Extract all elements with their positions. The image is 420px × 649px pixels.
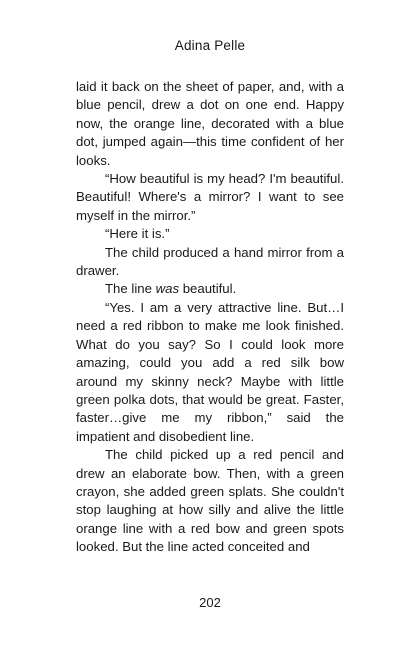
paragraph-red-ribbon-request: “Yes. I am a very attractive line. But…I need a red ribbon to make me look finished. What do you say? So I could look more amazing, could you add a red silk bow around my skinny neck? Maybe with little green polka dots, that would be great. Faster, faster…give me my ribbon,” said the impatient and disobedient line. (76, 299, 344, 444)
paragraph-continuation: laid it back on the sheet of paper, and, with a blue pencil, drew a dot on one end. Happy now, the orange line, decorated with a blue dot, jumped again—this time confident of her looks. (76, 79, 344, 168)
paragraph-text-before: The line (105, 281, 156, 297)
paragraph-here-it-is: “Here it is.” (105, 226, 170, 242)
paragraph-line-was-beautiful (76, 280, 344, 298)
paragraph-hand-mirror: The child produced a hand mirror from a drawer. (76, 244, 344, 279)
emphasized-word: was (155, 281, 180, 297)
running-head-author: Adina Pelle (174, 38, 246, 53)
page-body (76, 78, 344, 557)
paragraph-dialogue-beautiful-head: “How beautiful is my head? I'm beautiful. Beautiful! Where's a mirror? I want to see myself in the mirror.” (76, 171, 344, 223)
paragraph-text-after: beautiful. (179, 281, 237, 297)
page-number: 202 (199, 595, 221, 610)
paragraph-child-draws-bow: The child picked up a red pencil and drew an elaborate bow. Then, with a green crayon, she added green splats. She couldn't stop laughing at how silly and alive the little orange line with a red bow and green spots looked. But the line acted conceited and (76, 447, 344, 555)
